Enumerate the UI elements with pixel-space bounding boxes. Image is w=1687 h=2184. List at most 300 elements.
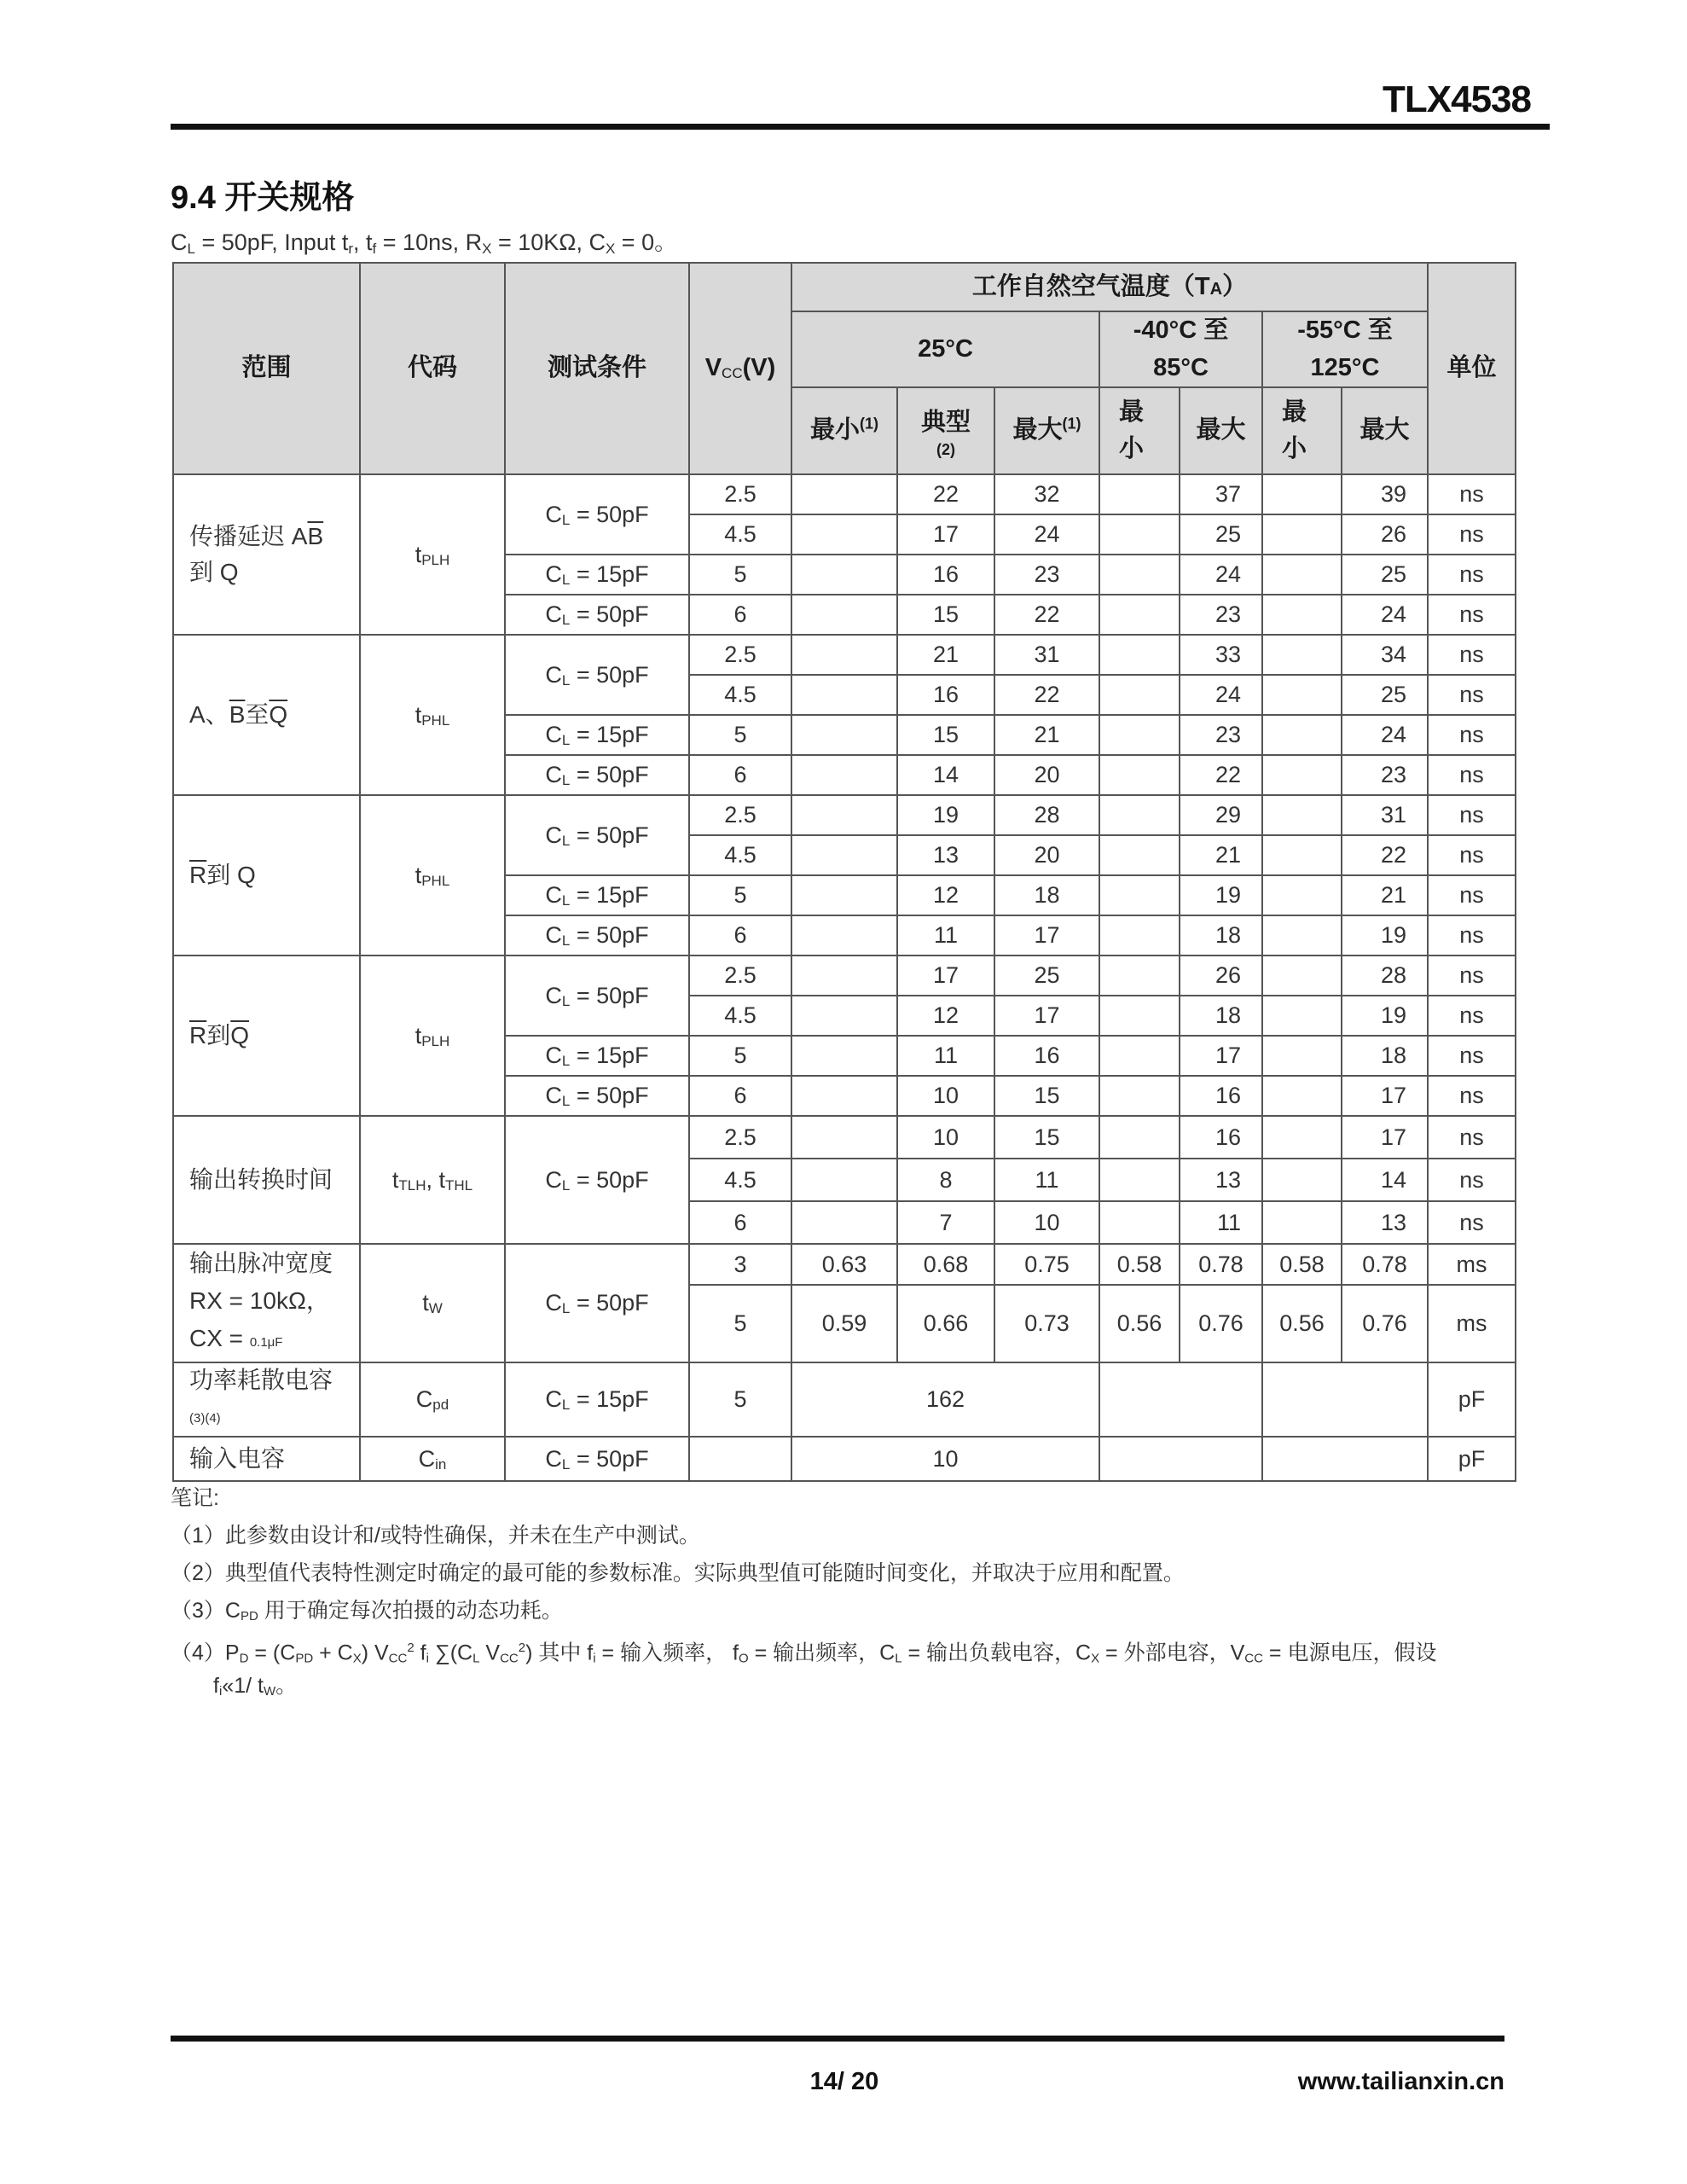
max-value: 23 [994, 555, 1099, 595]
table-row [173, 956, 1516, 996]
typ-value: 12 [897, 996, 994, 1036]
typ-value: 14 [897, 755, 994, 795]
text: X [352, 1651, 362, 1666]
vcc-value: 2.5 [689, 1116, 791, 1159]
parameter-name [173, 956, 360, 1116]
typ-value: 17 [897, 956, 994, 996]
vcc-value: 3 [689, 1244, 791, 1285]
text: f [372, 241, 377, 257]
text: 50pF [596, 601, 649, 628]
website-link[interactable]: www.tailianxin.cn [1297, 2068, 1504, 2095]
max40-value: 0.76 [1180, 1285, 1262, 1362]
max-55-value: 31 [1342, 795, 1428, 835]
max-value: 20 [994, 835, 1099, 875]
typ-value: 162 [791, 1362, 1099, 1437]
typ-value: 10 [791, 1437, 1099, 1481]
min-40-value [1099, 514, 1180, 555]
text: 到 Q [206, 862, 256, 888]
max-40-value: 24 [1180, 675, 1262, 715]
vcc-value: 5 [689, 555, 791, 595]
parameter-name [173, 1116, 360, 1244]
max-55-value: 19 [1342, 915, 1428, 956]
table-body [173, 474, 1516, 1481]
typ-value: 16 [897, 555, 994, 595]
text: 50pF [596, 661, 649, 688]
text: = [570, 1166, 597, 1193]
max-value: 20 [994, 755, 1099, 795]
text: = [570, 561, 597, 588]
text: W [263, 1684, 276, 1699]
text: L [561, 932, 571, 950]
min-value: 0.59 [791, 1285, 897, 1362]
max-55-value: 22 [1342, 835, 1428, 875]
text: C [545, 561, 562, 588]
unit: ns [1428, 1159, 1516, 1201]
text: C [545, 982, 562, 1008]
text: O [738, 1651, 749, 1666]
text: 15pF [596, 1386, 649, 1413]
test-conditions [171, 224, 677, 258]
text: = 10KΩ, C [491, 229, 606, 255]
min55-value: 0.58 [1262, 1244, 1342, 1285]
min-40-value [1099, 1116, 1180, 1159]
text: C [545, 1445, 562, 1472]
symbol [360, 635, 505, 795]
text: (1) [1062, 415, 1081, 433]
text: V [704, 354, 722, 382]
min-55-value [1262, 755, 1342, 795]
text: 输入电容 [189, 1445, 286, 1472]
min40-value: 0.58 [1099, 1244, 1180, 1285]
text: 15pF [596, 1043, 649, 1069]
max-55-value: 17 [1342, 1116, 1428, 1159]
text: C [545, 601, 562, 628]
text: 最 [1282, 398, 1307, 426]
text: -40°C 至 [1133, 317, 1229, 344]
text: pd [432, 1397, 449, 1414]
max-55-value: 17 [1342, 1076, 1428, 1116]
max-value: 17 [994, 996, 1099, 1036]
text: t [422, 1290, 429, 1316]
text: C [545, 762, 562, 788]
parameter-name [173, 1437, 360, 1481]
parameter-name [173, 474, 360, 635]
test-condition [505, 1036, 689, 1076]
text: X [605, 241, 616, 257]
text: = [570, 501, 597, 527]
min-55-value [1262, 715, 1342, 755]
max-value: 22 [994, 595, 1099, 635]
unit: ms [1428, 1285, 1516, 1362]
min-value [791, 835, 897, 875]
typ-value: 11 [897, 915, 994, 956]
text: 小 [1282, 435, 1307, 462]
test-condition [505, 755, 689, 795]
vcc-value: 4.5 [689, 675, 791, 715]
vcc-value: 5 [689, 1362, 791, 1437]
text: L [895, 1651, 902, 1666]
max-40-value: 26 [1180, 956, 1262, 996]
unit: ns [1428, 675, 1516, 715]
max-value: 15 [994, 1076, 1099, 1116]
vcc-value: 2.5 [689, 474, 791, 514]
vcc-value: 5 [689, 1285, 791, 1362]
typ-value: 11 [897, 1036, 994, 1076]
min-40-value [1099, 915, 1180, 956]
min-40-value [1099, 835, 1180, 875]
max-55-value: 14 [1342, 1159, 1428, 1201]
test-condition [505, 555, 689, 595]
vcc-value: 6 [689, 755, 791, 795]
max-value: 16 [994, 1036, 1099, 1076]
header-max [994, 387, 1099, 474]
typ-value: 0.66 [897, 1285, 994, 1362]
text: 最大 [1012, 416, 1063, 444]
text: CC [388, 1651, 408, 1666]
text: RX = 10kΩ， [189, 1287, 330, 1314]
text: L [561, 892, 571, 909]
max-55-value: 28 [1342, 956, 1428, 996]
max-value: 22 [994, 675, 1099, 715]
min-55-value [1262, 474, 1342, 514]
unit: pF [1428, 1362, 1516, 1437]
header-vcc [689, 263, 791, 474]
max-40-value: 16 [1180, 1076, 1262, 1116]
max-value: 10 [994, 1201, 1099, 1244]
test-condition [505, 635, 689, 715]
text: D [239, 1651, 249, 1666]
footer-rule [171, 2036, 1504, 2042]
text: PHL [421, 712, 450, 729]
text: ) 其中 f [525, 1641, 594, 1665]
unit: ms [1428, 1244, 1516, 1285]
text: 小 [1119, 435, 1145, 462]
text: , [426, 1166, 439, 1193]
text: = (C [248, 1641, 296, 1665]
text: t [391, 1166, 399, 1193]
max-40-value: 33 [1180, 635, 1262, 675]
range-55-empty [1262, 1437, 1428, 1481]
vcc-value [689, 1437, 791, 1481]
text: THL [445, 1176, 473, 1194]
min-40-value [1099, 875, 1180, 915]
text: 2 [407, 1641, 415, 1655]
min-55-value [1262, 996, 1342, 1036]
text: L [472, 1651, 480, 1666]
typ-value: 10 [897, 1116, 994, 1159]
vcc-value: 4.5 [689, 996, 791, 1036]
max-40-value: 18 [1180, 996, 1262, 1036]
text: 50pF [596, 982, 649, 1008]
text: (3)(4) [189, 1411, 221, 1426]
text: 最小 [809, 416, 860, 444]
text: = [570, 661, 597, 688]
text: 最 [1119, 398, 1145, 426]
text: = [570, 822, 597, 848]
text: = [570, 722, 597, 748]
header-min-55 [1262, 387, 1342, 474]
text: $\overline{B}$ [229, 701, 246, 728]
min-40-value [1099, 635, 1180, 675]
typ-value: 13 [897, 835, 994, 875]
typ-value: 16 [897, 675, 994, 715]
text: 传播延迟 A [189, 523, 308, 549]
unit: ns [1428, 474, 1516, 514]
parameter-name [173, 1244, 360, 1362]
min-55-value [1262, 1159, 1342, 1201]
max-55-value: 34 [1342, 635, 1428, 675]
typ-value: 17 [897, 514, 994, 555]
parameter-name [173, 1362, 360, 1437]
text: 15pF [596, 561, 649, 588]
text: t [415, 862, 422, 888]
text: 50pF [596, 762, 649, 788]
text: = [570, 601, 597, 628]
max-value: 32 [994, 474, 1099, 514]
text: t [415, 1022, 422, 1048]
text: L [561, 832, 571, 849]
text: $\overline{R}$ [189, 862, 207, 888]
text: L [561, 572, 571, 589]
max-value: 18 [994, 875, 1099, 915]
text: ） [1222, 272, 1248, 300]
min-value [791, 514, 897, 555]
min-value: 0.63 [791, 1244, 897, 1285]
text: 。 [275, 1674, 298, 1698]
max-40-value: 23 [1180, 715, 1262, 755]
max-55-value: 18 [1342, 1036, 1428, 1076]
max-40-value: 19 [1180, 875, 1262, 915]
text: C [545, 722, 562, 748]
vcc-value: 4.5 [689, 514, 791, 555]
unit: ns [1428, 595, 1516, 635]
max-55-value: 26 [1342, 514, 1428, 555]
table-row [173, 1362, 1516, 1437]
header-max-55: 最大 [1342, 387, 1428, 474]
text: A、 [189, 701, 229, 728]
text: 125°C [1310, 353, 1380, 381]
text: L [561, 992, 571, 1009]
note-4 [171, 1629, 1518, 1667]
typ-value: 22 [897, 474, 994, 514]
vcc-value: 5 [689, 875, 791, 915]
text: PHL [421, 872, 450, 889]
min-40-value [1099, 474, 1180, 514]
text: 工作自然空气温度（T [971, 272, 1210, 300]
min-40-value [1099, 1076, 1180, 1116]
unit: ns [1428, 956, 1516, 996]
range-40-empty [1099, 1362, 1262, 1437]
text: L [561, 612, 571, 629]
min-55-value [1262, 1201, 1342, 1244]
section-title: 9.4 开关规格 [171, 180, 355, 216]
max55-value: 0.76 [1342, 1285, 1428, 1362]
text: C [418, 1445, 436, 1472]
typ-value: 21 [897, 635, 994, 675]
range-55-empty [1262, 1362, 1428, 1437]
typ-value: 12 [897, 875, 994, 915]
min-55-value [1262, 1036, 1342, 1076]
header-40c-85c [1099, 311, 1262, 387]
max-value: 15 [994, 1116, 1099, 1159]
test-condition [505, 1076, 689, 1116]
min55-value: 0.56 [1262, 1285, 1342, 1362]
text: 输出转换时间 [189, 1166, 333, 1193]
symbol [360, 1437, 505, 1481]
symbol [360, 795, 505, 956]
text: -55°C 至 [1297, 317, 1393, 344]
test-condition [505, 595, 689, 635]
table-row [173, 474, 1516, 514]
min-40-value [1099, 795, 1180, 835]
unit: ns [1428, 1201, 1516, 1244]
min-55-value [1262, 514, 1342, 555]
unit: ns [1428, 915, 1516, 956]
min-value [791, 875, 897, 915]
min-55-value [1262, 675, 1342, 715]
text: C [545, 1166, 562, 1193]
symbol [360, 1362, 505, 1437]
test-condition [505, 1244, 689, 1362]
max-value: 11 [994, 1159, 1099, 1201]
page-number: 14/ 20 [809, 2068, 879, 2095]
min-55-value [1262, 956, 1342, 996]
header-unit: 单位 [1428, 263, 1516, 474]
text: in [435, 1455, 447, 1472]
min-value [791, 635, 897, 675]
text: L [561, 1053, 571, 1070]
text: C [545, 1043, 562, 1069]
unit: ns [1428, 1076, 1516, 1116]
text: 15pF [596, 722, 649, 748]
text: L [561, 772, 571, 789]
table-row [173, 1437, 1516, 1481]
text: L [561, 1093, 571, 1110]
max-value: 0.73 [994, 1285, 1099, 1362]
max-40-value: 29 [1180, 795, 1262, 835]
max-55-value: 25 [1342, 555, 1428, 595]
text: L [561, 671, 571, 688]
text: = [570, 1290, 597, 1316]
max-value: 28 [994, 795, 1099, 835]
symbol [360, 1116, 505, 1244]
unit: ns [1428, 795, 1516, 835]
min-40-value [1099, 595, 1180, 635]
unit: ns [1428, 514, 1516, 555]
min-55-value [1262, 795, 1342, 835]
text: C [545, 1083, 562, 1109]
text: 50pF [596, 501, 649, 527]
text: = 输出频率，C [748, 1641, 896, 1665]
text: i [426, 1651, 429, 1666]
max-40-value: 22 [1180, 755, 1262, 795]
typ-value: 19 [897, 795, 994, 835]
document-id: TLX4538 [1383, 78, 1531, 120]
max-55-value: 19 [1342, 996, 1428, 1036]
table-row [173, 1244, 1516, 1285]
min-value [791, 715, 897, 755]
text: = [570, 1445, 597, 1472]
text: $\overline{Q}$ [230, 1022, 250, 1048]
text: C [171, 229, 188, 255]
header-condition: 测试条件 [505, 263, 689, 474]
text: $\overline{B}$ [307, 523, 324, 549]
text: = [570, 982, 597, 1008]
vcc-value: 4.5 [689, 1159, 791, 1201]
text: + C [313, 1641, 353, 1665]
max40-value: 0.78 [1180, 1244, 1262, 1285]
min-55-value [1262, 1076, 1342, 1116]
max-40-value: 37 [1180, 474, 1262, 514]
text: C [545, 501, 562, 527]
note-1: （1）此参数由设计和/或特性确保，并未在生产中测试。 [171, 1524, 700, 1548]
test-condition [505, 956, 689, 1036]
vcc-value: 2.5 [689, 635, 791, 675]
min-value [791, 915, 897, 956]
text: i [593, 1651, 596, 1666]
text: 50pF [596, 822, 649, 848]
unit: ns [1428, 555, 1516, 595]
text: ∑(C [428, 1641, 473, 1665]
text: C [545, 822, 562, 848]
text: t [415, 701, 422, 728]
text: C [545, 1386, 562, 1413]
header-param: 范围 [173, 263, 360, 474]
range-40-empty [1099, 1437, 1262, 1481]
text: CC [500, 1651, 519, 1666]
vcc-value: 6 [689, 1076, 791, 1116]
vcc-value: 6 [689, 1201, 791, 1244]
text: PLH [421, 551, 450, 568]
min-value [791, 675, 897, 715]
max-40-value: 16 [1180, 1116, 1262, 1159]
text: A [1209, 279, 1223, 299]
test-condition [505, 875, 689, 915]
text: 2 [518, 1641, 526, 1655]
max-55-value: 24 [1342, 595, 1428, 635]
text: 50pF [596, 922, 649, 949]
vcc-value: 5 [689, 715, 791, 755]
min-40-value [1099, 956, 1180, 996]
symbol [360, 956, 505, 1116]
notes-heading: 笔记: [171, 1486, 219, 1510]
text: 典型 [920, 409, 971, 437]
max-40-value: 18 [1180, 915, 1262, 956]
header-25c: 25°C [791, 311, 1099, 387]
min-55-value [1262, 835, 1342, 875]
text: 用于确定每次拍摄的动态功耗。 [258, 1599, 563, 1623]
max-55-value: 13 [1342, 1201, 1428, 1244]
unit: ns [1428, 996, 1516, 1036]
min-value [791, 996, 897, 1036]
text: W [428, 1300, 443, 1317]
min-value [791, 474, 897, 514]
min-55-value [1262, 1116, 1342, 1159]
min-55-value [1262, 555, 1342, 595]
text: f [213, 1674, 219, 1698]
max-value: 24 [994, 514, 1099, 555]
max-55-value: 25 [1342, 675, 1428, 715]
vcc-value: 6 [689, 595, 791, 635]
text: 功率耗散电容 [189, 1367, 333, 1393]
min-40-value [1099, 1036, 1180, 1076]
min-value [791, 795, 897, 835]
text: t [415, 541, 422, 567]
max-value: 17 [994, 915, 1099, 956]
min-value [791, 595, 897, 635]
text: 50pF [596, 1166, 649, 1193]
text: TLH [398, 1176, 426, 1194]
